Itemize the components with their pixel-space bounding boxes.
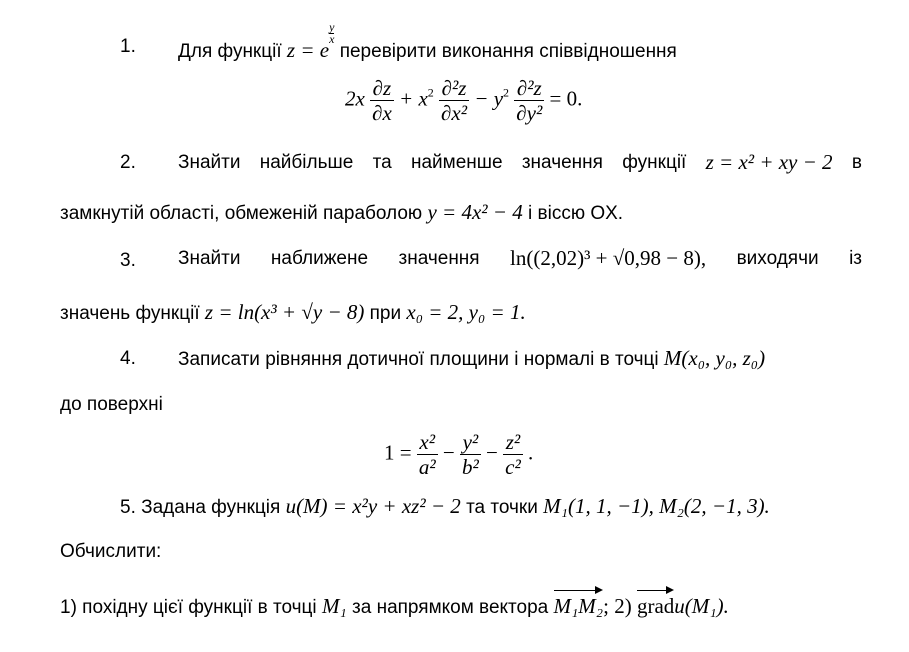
task-4-number: 4.: [120, 348, 136, 369]
task-1-number: 1.: [120, 36, 136, 57]
fraction-y2-b2: $\frac{\text{y²}}{\text{b²}}$: [461, 430, 479, 479]
fraction-z2-c2: $\frac{\text{z²}}{\text{c²}}$: [505, 430, 521, 479]
fraction-x2-a2: $\frac{\text{x²}}{\text{a²}}$: [418, 430, 436, 479]
task-5-vector-m1m2: M₁M₂: [554, 588, 604, 618]
task-1-text-pre: Для функції: [178, 41, 282, 62]
task-4-surface-equation: 1 = $\frac{\text{x²}}{\text{a²}}$ − $\frac{\text{y²}}{\text{b²}}$ − $\frac{\text{z²}}{\text{c²}}$ .: [384, 430, 534, 479]
task-5-points: M₁(1, 1, −1), M₂(2, −1, 3).: [543, 494, 770, 518]
task-5-line-1: 5. Задана функція u(M) = x²y + xz² − 2 та точки M₁(1, 1, −1), M₂(2, −1, 3).: [120, 494, 770, 518]
task-4-point: M(x₀, y₀, z₀): [663, 346, 766, 370]
task-3-ln-expression: ln((2,02)³ + √0,98 − 8),: [510, 246, 707, 270]
task-5-grad: grad: [637, 588, 674, 618]
task-3-number: 3.: [120, 250, 136, 271]
task-5-function: u(M) = x²y + xz² − 2: [285, 494, 461, 518]
task-1-text-post: перевірити виконання співвідношення: [339, 41, 677, 62]
task-5-point-m1: M₁: [321, 594, 347, 618]
task-4-line-1: Записати рівняння дотичної площини і нормалі в точці M(x₀, y₀, z₀): [178, 346, 766, 370]
task-3-function: z = ln(x³ + √y − 8): [204, 300, 365, 324]
task-2-line-1: Знайти найбільше та найменше значення функції z = x² + xy − 2 в: [178, 150, 862, 174]
task-4-line-2: до поверхні: [60, 394, 163, 415]
task-5-line-2: Обчислити:: [60, 541, 162, 562]
task-1-line: [178, 20, 677, 64]
task-5-line-3: 1) похідну цієї функції в точці M₁ за напрямком вектора M₁M₂; 2) gradu(M₁).: [60, 588, 729, 620]
task-2-line-2: замкнутій області, обмеженій параболою y = 4x² − 4 і віссю OX.: [60, 200, 624, 224]
fraction-d2z-dx2: $\frac{\text{∂²z}}{\text{∂x²}}$: [441, 76, 468, 125]
task-3-point: x₀ = 2, y₀ = 1.: [406, 300, 526, 324]
task-1-function: z = e $\frac{y}{x}$: [286, 20, 335, 62]
task-2-formula: z = x² + xy − 2: [705, 150, 833, 174]
task-3-line-2: значень функції z = ln(x³ + √y − 8) при x₀ = 2, y₀ = 1.: [60, 300, 526, 324]
fraction-d2z-dy2: $\frac{\text{∂²z}}{\text{∂y²}}$: [516, 76, 543, 125]
task-2-number: 2.: [120, 152, 136, 173]
fraction-dz-dx: $\frac{\partial z}{\partial x}$: [372, 76, 392, 125]
task-1-equation: 2x $\frac{\partial z}{\partial x}$ + $x^2$ $\frac{\text{∂²z}}{\text{∂x²}}$ − $y^2$ $\frac{\text{∂²z}}{\text{∂y²}}$ = 0.: [345, 76, 583, 125]
task-3-line-1: Знайти наближене значення ln((2,02)³ + √0,98 − 8), виходячи із: [178, 246, 862, 270]
task-2-parabola: y = 4x² − 4: [427, 200, 523, 224]
